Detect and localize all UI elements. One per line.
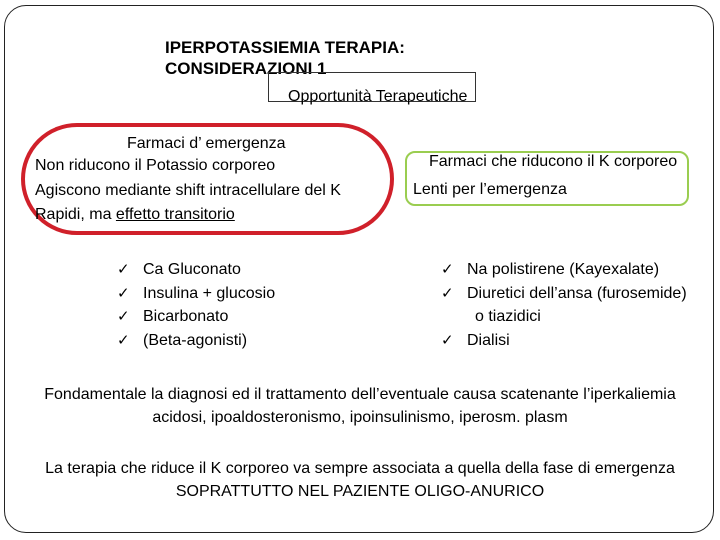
check-icon: ✓ — [441, 260, 454, 278]
list-item: ✓ Bicarbonato — [117, 305, 275, 329]
title-line-2: CONSIDERAZIONI 1 — [165, 59, 327, 78]
list-item: ✓ Ca Gluconato — [117, 258, 275, 282]
list-item: ✓ (Beta-agonisti) — [117, 329, 275, 353]
emergency-line-1: Non riducono il Potassio corporeo — [35, 157, 276, 174]
list-item: ✓ Diuretici dell’ansa (furosemide) — [441, 282, 687, 306]
therapy-line-1: La terapia che riduce il K corporeo va sempre associata a quella della fase di emergenza — [45, 460, 675, 477]
diagnosis-line-1: Fondamentale la diagnosi ed il trattamento dell’eventuale causa scatenante l’iperkaliemia — [44, 386, 676, 403]
emergency-line-2: Agiscono mediante shift intracellulare del K — [35, 182, 341, 199]
check-icon: ✓ — [441, 283, 454, 302]
list-item: ✓ Dialisi — [441, 329, 687, 353]
check-icon: ✓ — [117, 260, 130, 278]
emergency-line-3-underlined: effetto transitorio — [115, 206, 235, 223]
k-reducing-line-1: Farmaci che riducono il K corporeo — [429, 153, 678, 170]
list-item: o tiazidici — [475, 308, 541, 325]
title-line-1: IPERPOTASSIEMIA TERAPIA: — [165, 38, 405, 57]
check-icon: ✓ — [441, 330, 454, 349]
diagnosis-line-2: acidosi, ipoaldosteronismo, ipoinsulinismo, iperosm. plasm — [152, 409, 568, 426]
emergency-drugs-list — [117, 258, 275, 352]
subtitle: Opportunità Terapeutiche — [288, 88, 468, 105]
therapy-line-2: SOPRATTUTTO NEL PAZIENTE OLIGO-ANURICO — [175, 483, 545, 500]
list-item: ✓ Na polistirene (Kayexalate) — [441, 258, 687, 282]
emergency-line-3 — [35, 205, 235, 225]
k-reducing-drugs-list — [441, 258, 687, 352]
emergency-line-3-plain: Rapidi, ma — [35, 206, 116, 223]
list-item: ✓ Insulina + glucosio — [117, 282, 275, 306]
check-icon: ✓ — [117, 283, 130, 302]
emergency-drugs-heading: Farmaci d’ emergenza — [127, 135, 286, 152]
check-icon: ✓ — [117, 330, 130, 349]
k-reducing-line-2: Lenti per l’emergenza — [413, 181, 567, 198]
check-icon: ✓ — [117, 307, 130, 325]
